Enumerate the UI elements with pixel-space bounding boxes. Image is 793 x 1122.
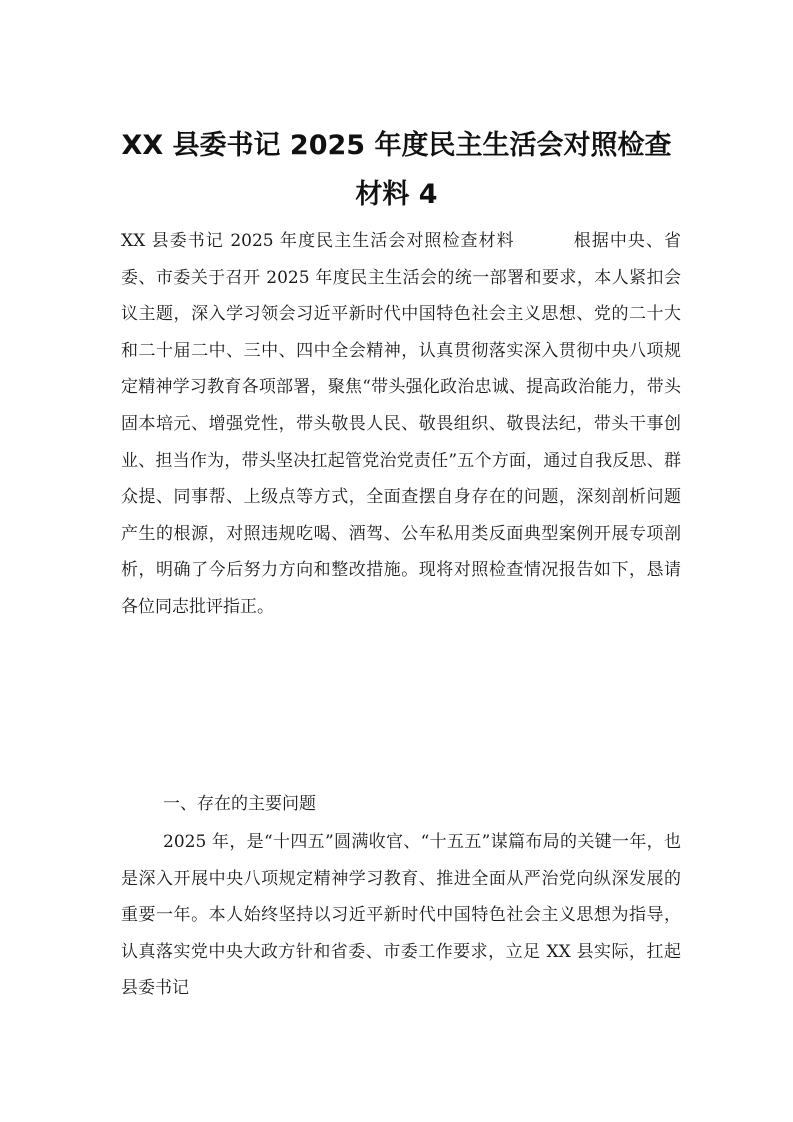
intro-text: 根据中央、省委、市委关于召开 2025 年度民主生活会的统一部署和要求，本人紧扣会议主题，深入学习领会习近平新时代中国特色社会主义思想、党的二十大和二十届二中、三中、四中全会精神，认真贯彻落实深入贯彻中央八项规定精神学习教育各项部署，聚焦“带头强化政治忠诚、提高政治能力，带头固本培元、增强党性，带头敬畏人民、敬畏组织、敬畏法纪，带头干事创业、担当作为，带头坚决扛起管党治党责任”五个方面，通过自我反思、群众提、同事帮、上级点等方式，全面查摆自身存在的问题，深刻剖析问题产生的根源，对照违规吃喝、酒驾、公车私用类反面典型案例开展专项剖析，明确了今后努力方向和整改措施。现将对照检查情况报告如下，恳请各位同志批评指正。 [121,231,682,617]
document-title-line-2: 材料 4 [355,179,438,210]
section-heading: 一、存在的主要问题 [163,794,316,814]
intro-label: XX 县委书记 2025 年度民主生活会对照检查材料 [121,231,515,251]
document-title-line-1: XX 县委书记 2025 年度民主生活会对照检查 [121,130,672,161]
section-paragraph: 2025 年，是“十四五”圆满收官、“十五五”谋篇布局的关键一年，也是深入开展中央八项规定精神学习教育、推进全面从严治党向纵深发展的重要一年。本人始终坚持以习近平新时代中国特色社会主义思想为指导，认真落实党中央大政方针和省委、市委工作要求，立足 XX 县实际，扛起县委书记 [121,832,681,999]
intro-paragraph [121,223,681,626]
